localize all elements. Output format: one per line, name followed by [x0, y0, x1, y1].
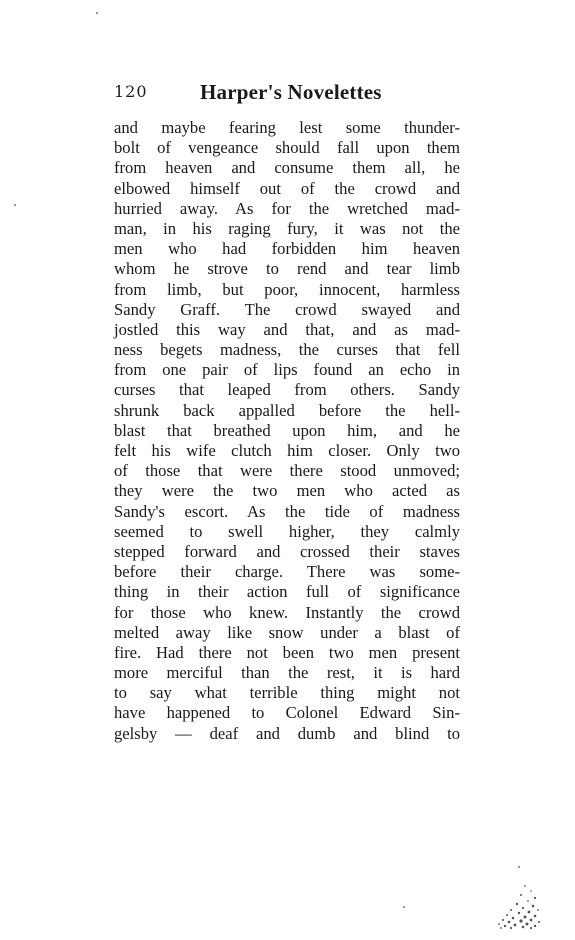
text-line: from limb, but poor, innocent, harmless	[114, 279, 460, 299]
running-title: Harper's Novelettes	[200, 80, 382, 104]
text-line: curses that leaped from others. Sandy	[114, 380, 460, 400]
scan-speck	[403, 906, 405, 908]
text-line: man, in his raging fury, it was not the	[114, 218, 460, 238]
text-line: for those who knew. Instantly the crowd	[114, 602, 460, 622]
text-line: whom he strove to rend and tear limb	[114, 259, 460, 279]
text-line: fire. Had there not been two men present	[114, 642, 460, 662]
text-line: of those that were there stood unmoved;	[114, 461, 460, 481]
text-line: melted away like snow under a blast of	[114, 622, 460, 642]
text-line: stepped forward and crossed their staves	[114, 541, 460, 561]
text-line: men who had forbidden him heaven	[114, 239, 460, 259]
text-line: Sandy's escort. As the tide of madness	[114, 501, 460, 521]
text-line: hurried away. As for the wretched mad-	[114, 198, 460, 218]
text-line: bolt of vengeance should fall upon them	[114, 138, 460, 158]
scan-smudge	[495, 880, 541, 930]
text-line: to say what terrible thing might not	[114, 683, 460, 703]
text-line: shrunk back appalled before the hell-	[114, 400, 460, 420]
text-line: from heaven and consume them all, he	[114, 158, 460, 178]
text-line: have happened to Colonel Edward Sin-	[114, 703, 460, 723]
text-line: ness begets madness, the curses that fell	[114, 340, 460, 360]
scan-speck	[14, 204, 16, 206]
text-line: blast that breathed upon him, and he	[114, 420, 460, 440]
text-line: gelsby — deaf and dumb and blind to	[114, 723, 460, 743]
text-line: jostled this way and that, and as mad-	[114, 319, 460, 339]
text-line: they were the two men who acted as	[114, 481, 460, 501]
scan-speck	[96, 12, 98, 14]
text-line: elbowed himself out of the crowd and	[114, 178, 460, 198]
text-line: thing in their action full of significance	[114, 582, 460, 602]
text-line: felt his wife clutch him closer. Only two	[114, 441, 460, 460]
scan-speck	[518, 866, 520, 868]
text-line: before their charge. There was some-	[114, 562, 460, 582]
page-number: 120	[114, 82, 148, 101]
page-header	[114, 80, 464, 106]
text-line: and maybe fearing lest some thunder-	[114, 118, 460, 137]
text-line: more merciful than the rest, it is hard	[114, 663, 460, 683]
body-text	[114, 118, 460, 744]
text-line: from one pair of lips found an echo in	[114, 360, 460, 380]
text-line: seemed to swell higher, they calmly	[114, 521, 460, 541]
text-line: Sandy Graff. The crowd swayed and	[114, 299, 460, 319]
